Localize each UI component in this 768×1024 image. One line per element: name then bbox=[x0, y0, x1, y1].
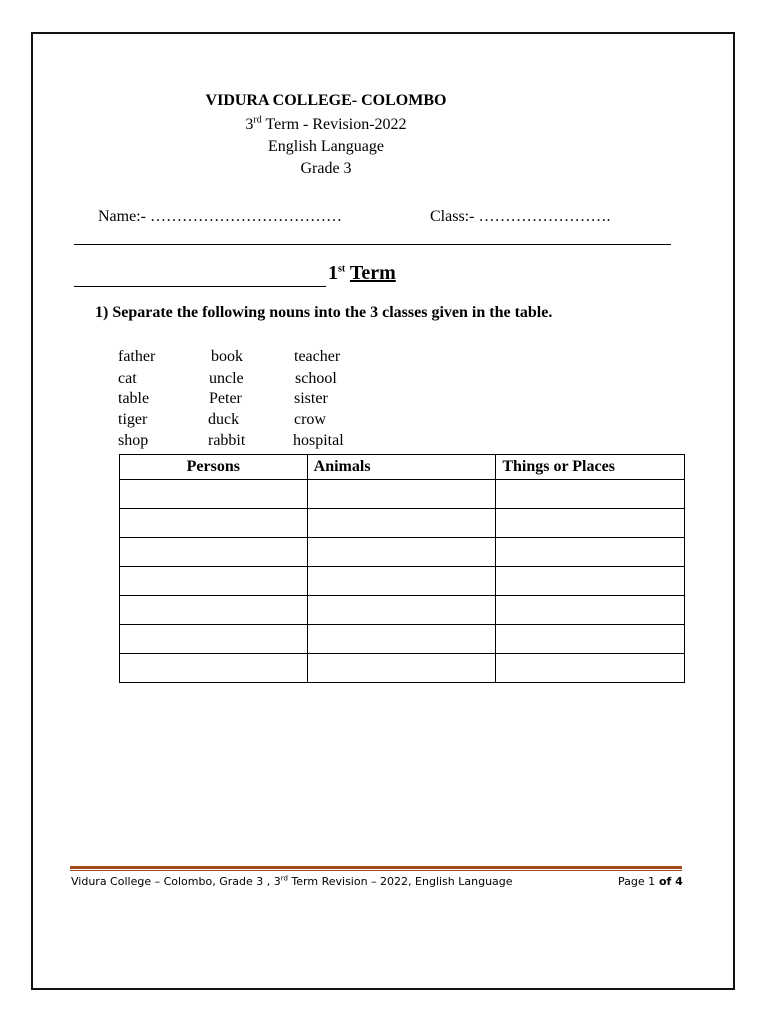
answer-cell[interactable] bbox=[307, 509, 496, 538]
header-things-places: Things or Places bbox=[496, 455, 685, 480]
noun-word: shop bbox=[118, 432, 149, 449]
noun-word: hospital bbox=[293, 432, 344, 449]
header-animals: Animals bbox=[307, 455, 496, 480]
noun-word: Peter bbox=[209, 390, 242, 407]
answer-cell[interactable] bbox=[496, 625, 685, 654]
table-row bbox=[120, 480, 685, 509]
answer-cell[interactable] bbox=[120, 509, 308, 538]
table-row bbox=[120, 538, 685, 567]
footer-rule-thin bbox=[70, 870, 682, 871]
noun-word: school bbox=[295, 370, 337, 387]
term-line: 3rd Term - Revision-2022 bbox=[245, 114, 407, 133]
answer-cell[interactable] bbox=[120, 538, 308, 567]
noun-word: father bbox=[118, 348, 156, 365]
answer-cell[interactable] bbox=[496, 538, 685, 567]
noun-word: uncle bbox=[209, 370, 244, 387]
school-title: VIDURA COLLEGE- COLOMBO bbox=[205, 92, 447, 109]
table-row bbox=[120, 596, 685, 625]
term-underline bbox=[74, 286, 326, 287]
answer-cell[interactable] bbox=[307, 538, 496, 567]
name-field[interactable]: Name:- ……………………………… bbox=[98, 208, 342, 225]
table-header-row bbox=[120, 455, 685, 480]
answer-cell[interactable] bbox=[496, 509, 685, 538]
answer-cell[interactable] bbox=[120, 596, 308, 625]
noun-word: cat bbox=[118, 370, 137, 387]
noun-word: teacher bbox=[294, 348, 341, 365]
answer-cell[interactable] bbox=[307, 596, 496, 625]
noun-word: crow bbox=[294, 411, 326, 428]
grade-line: Grade 3 bbox=[300, 160, 352, 177]
question-1: 1) Separate the following nouns into the 3 classes given in the table. bbox=[95, 304, 553, 321]
noun-word: sister bbox=[294, 390, 328, 407]
answer-cell[interactable] bbox=[120, 625, 308, 654]
divider bbox=[74, 244, 671, 245]
table-row bbox=[120, 567, 685, 596]
class-field[interactable]: Class:- ……………………. bbox=[430, 208, 611, 225]
noun-word: table bbox=[118, 390, 150, 407]
table-row bbox=[120, 625, 685, 654]
table-row bbox=[120, 654, 685, 683]
answer-cell[interactable] bbox=[120, 567, 308, 596]
answer-cell[interactable] bbox=[496, 567, 685, 596]
answer-cell[interactable] bbox=[496, 654, 685, 683]
footer-rule-thick bbox=[70, 866, 682, 869]
section-heading: 1st Term bbox=[328, 262, 396, 284]
answer-cell[interactable] bbox=[307, 480, 496, 509]
noun-word: tiger bbox=[118, 411, 148, 428]
answer-cell[interactable] bbox=[120, 654, 308, 683]
noun-word: rabbit bbox=[208, 432, 246, 449]
footer-text: Vidura College – Colombo, Grade 3 , 3rd Term Revision – 2022, English Language bbox=[71, 874, 513, 888]
subject-line: English Language bbox=[268, 138, 384, 155]
header-persons: Persons bbox=[120, 455, 308, 480]
answer-cell[interactable] bbox=[307, 654, 496, 683]
table-row bbox=[120, 509, 685, 538]
page-number: Page 1 of 4 bbox=[618, 875, 683, 888]
answer-cell[interactable] bbox=[120, 480, 308, 509]
answer-cell[interactable] bbox=[496, 480, 685, 509]
answer-cell[interactable] bbox=[307, 567, 496, 596]
answer-cell[interactable] bbox=[496, 596, 685, 625]
answer-cell[interactable] bbox=[307, 625, 496, 654]
noun-word: duck bbox=[208, 411, 240, 428]
noun-word: book bbox=[211, 348, 243, 365]
noun-classification-table bbox=[119, 454, 685, 683]
